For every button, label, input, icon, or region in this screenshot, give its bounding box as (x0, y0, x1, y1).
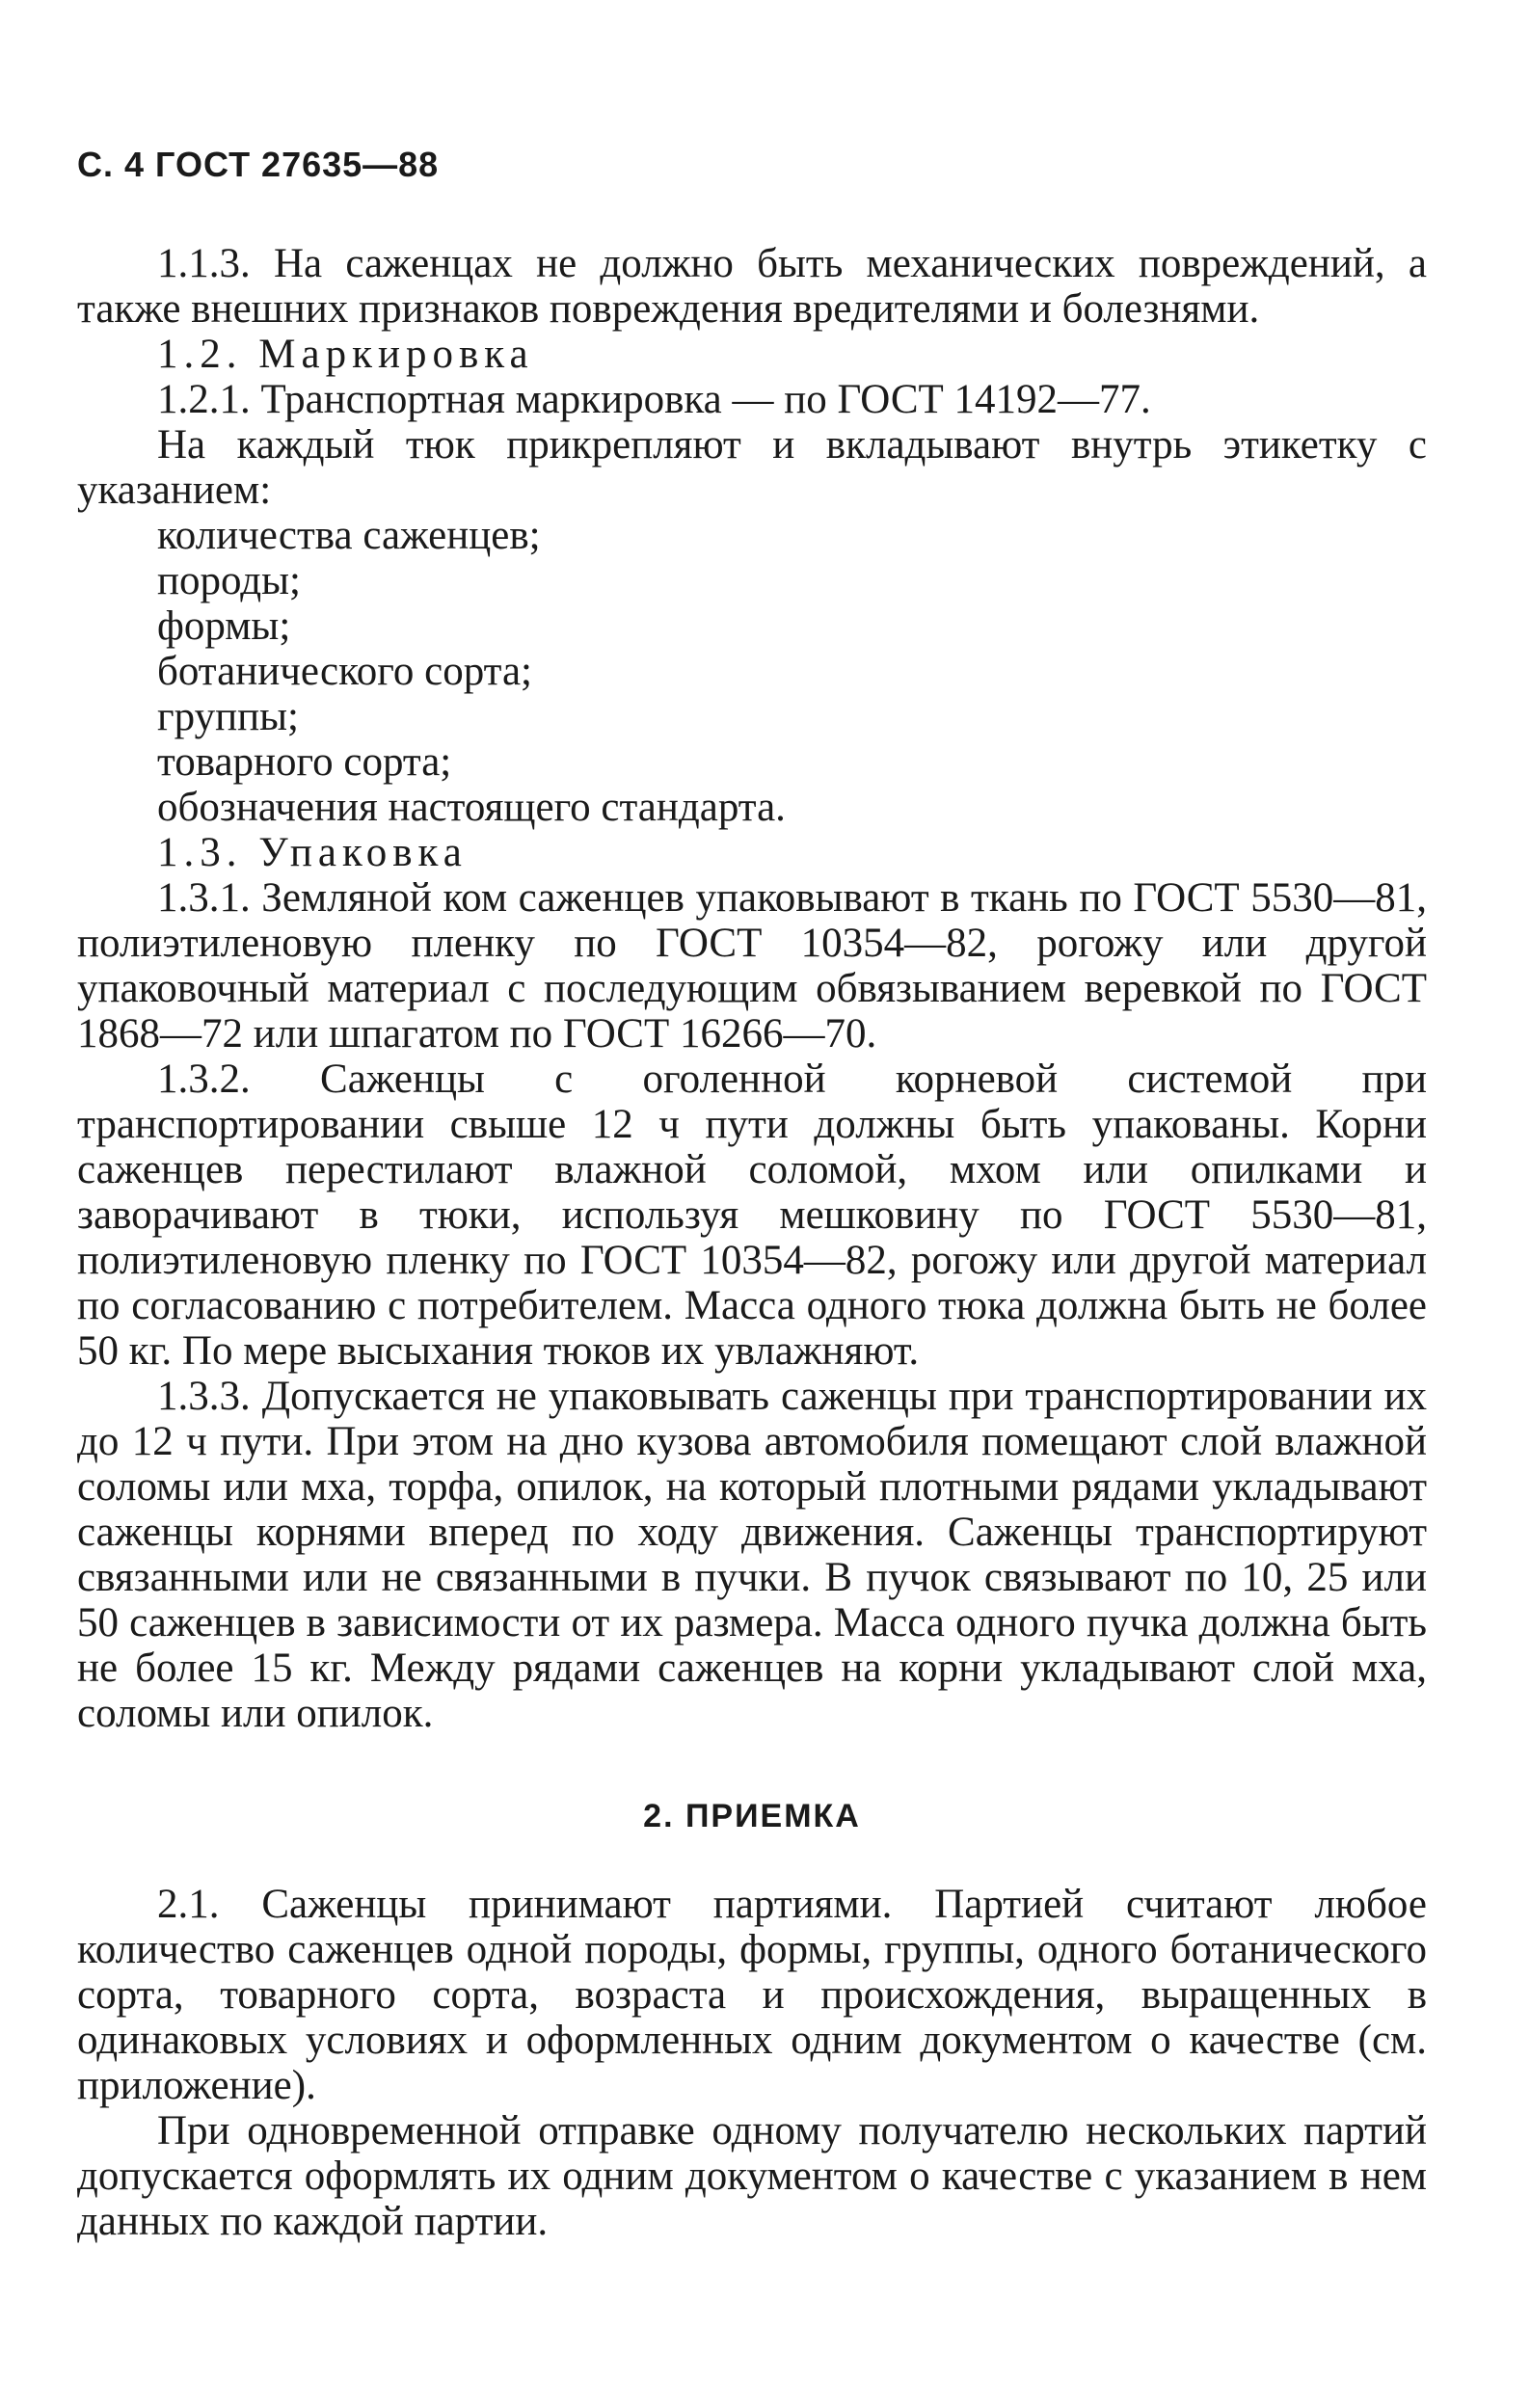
paragraph-1-3-3: 1.3.3. Допускается не упаковывать саженцы при транспортировании их до 12 ч пути. При этом на дно кузова автомобиля помещают слой влажной соломы или мха, торфа, опилок, на который плотными рядами укладывают саженцы корнями вперед по ходу движения. Саженцы транспортируют связанными или не связанными в пучки. В пучок связывают по 10, 25 или 50 саженцев в зависимости от их размера. Масса одного пучка должна быть не более 15 кг. Между рядами саженцев на корни укладывают слой мха, соломы или опилок. (77, 1374, 1427, 1736)
list-item: обозначения настоящего стандарта. (157, 785, 786, 830)
paragraph-1-2-1: 1.2.1. Транспортная маркировка — по ГОСТ 14192—77. (157, 377, 1151, 422)
section-2-title: 2. ПРИЕМКА (643, 1798, 861, 1834)
paragraph-2-1: 2.1. Саженцы принимают партиями. Партией считают любое количество саженцев одной породы, формы, группы, одного ботанического сорта, товарного сорта, возраста и происхождения, выращенных в одинаковых условиях и оформленных одним документом о качестве (см. приложение). (77, 1882, 1427, 2108)
list-item: формы; (157, 603, 291, 649)
page-header: С. 4 ГОСТ 27635—88 (77, 145, 440, 184)
paragraph-label-intro: На каждый тюк прикрепляют и вкладывают внутрь этикетку с указанием: (77, 422, 1427, 513)
paragraph-1-3-1: 1.3.1. Земляной ком саженцев упаковывают в ткань по ГОСТ 5530—81, полиэтиленовую пленку по ГОСТ 10354—82, рогожу или другой упаковочный материал с последующим обвязыванием веревкой по ГОСТ 1868—72 или шпагатом по ГОСТ 16266—70. (77, 875, 1427, 1057)
paragraph-2-1-b: При одновременной отправке одному получателю нескольких партий допускается оформлять их одним документом о качестве с указанием в нем данных по каждой партии. (77, 2108, 1427, 2244)
paragraph-1-1-3: 1.1.3. На саженцах не должно быть механических повреждений, а также внешних признаков повреждения вредителями и болезнями. (77, 241, 1427, 332)
list-item: породы; (157, 558, 301, 603)
list-item: количества саженцев; (157, 513, 541, 558)
list-item: товарного сорта; (157, 739, 452, 785)
heading-1-2: 1.2. Маркировка (157, 332, 534, 377)
heading-1-3: 1.3. Упаковка (157, 830, 468, 875)
label-contents-list (77, 513, 1427, 830)
section-2-body (77, 1882, 1427, 2244)
list-item: ботанического сорта; (157, 649, 532, 694)
paragraph-1-3-2: 1.3.2. Саженцы с оголенной корневой системой при транспортировании свыше 12 ч пути должны быть упакованы. Корни саженцев перестилают влажной соломой, мхом или опилками и заворачивают в тюки, используя мешковину по ГОСТ 5530—81, полиэтиленовую пленку по ГОСТ 10354—82, рогожу или другой материал по согласованию с потребителем. Масса одного тюка должна быть не более 50 кг. По мере высыхания тюков их увлажняют. (77, 1057, 1427, 1374)
document-page (77, 145, 1427, 2244)
list-item: группы; (157, 694, 299, 739)
section-1-body (77, 241, 1427, 1736)
